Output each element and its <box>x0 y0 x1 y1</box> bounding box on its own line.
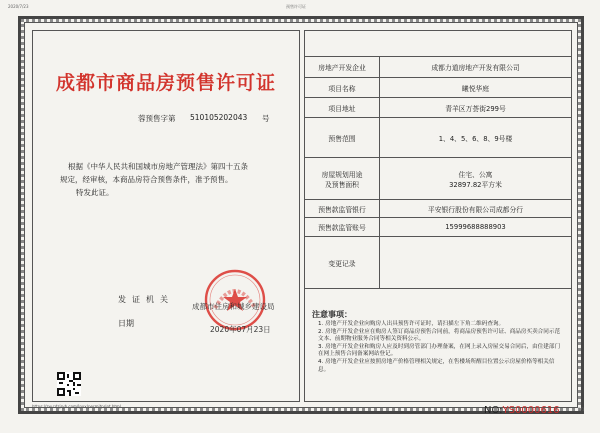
table-row <box>305 98 572 118</box>
row-value: 成都力道房地产开发有限公司 <box>380 57 572 78</box>
row-value: 平安银行股份有限公司成都分行 <box>380 200 572 218</box>
row-label: 预售款监管银行 <box>305 200 380 218</box>
list-item: 1. 房地产开发企业向购房人出具预售许可证时，请扫描左下角二维码查询。 <box>318 321 505 327</box>
row-value: 15999688888903 <box>380 218 572 237</box>
certificate-title: 成都市商品房预售许可证 <box>55 72 276 94</box>
row-value: 住宅、公寓 32897.82平方米 <box>380 158 572 200</box>
row-value <box>380 237 572 289</box>
serial-prefix: NO: <box>484 405 503 416</box>
list-item: 4. 房地产开发企业应按照房地产价格管理相关规定，在售楼场所醒目位置公示房屋价格等相关信息。 <box>318 358 555 373</box>
project-info-table <box>304 56 572 289</box>
body-line: 根据《中华人民共和国城市房地产管理法》第四十五条 <box>68 162 248 171</box>
table-row <box>305 118 572 158</box>
permit-number: 510105202043 <box>190 113 248 122</box>
row-label: 房屋规划用途 及预售面积 <box>305 158 380 200</box>
row-label: 项目地址 <box>305 98 380 118</box>
list-item: 3. 房地产开发企业和购房人应及时到房管部门办理备案，在网上录入房屋交易合同后，由住建部门在网上预售合同备案网站登记。 <box>318 343 561 358</box>
table-row <box>305 218 572 237</box>
table-row <box>305 237 572 289</box>
issuer-label: 发证机关 <box>118 295 174 304</box>
notes-list <box>318 321 564 374</box>
row-label: 预售范围 <box>305 118 380 158</box>
permit-number-suffix: 号 <box>262 114 270 123</box>
row-label: 房地产开发企业 <box>305 57 380 78</box>
body-line: 特发此证。 <box>76 188 114 197</box>
qr-code-icon[interactable] <box>57 372 81 396</box>
date-label: 日期 <box>118 319 134 328</box>
print-header-title: 预售许可证 <box>286 4 306 9</box>
serial-value: YS0000616 <box>502 405 560 416</box>
issue-date: 2020年07月23日 <box>210 325 271 334</box>
row-label: 预售款监管账号 <box>305 218 380 237</box>
issuer-name: 成都市住房和城乡建设局 <box>192 302 275 311</box>
body-line: 规定，经审核，本商品房符合预售条件，准予预售。 <box>60 175 233 184</box>
table-row <box>305 57 572 78</box>
table-row <box>305 158 572 200</box>
notes-title: 注意事项： <box>312 310 352 319</box>
list-item: 2. 房地产开发企业应在购房人签订商品房预售合同前，将商品房预售许可证、商品房买卖合同示范文本、前期物业服务合同等相关资料公示。 <box>318 328 561 343</box>
row-value: 1、4、5、6、8、9号楼 <box>380 118 572 158</box>
verification-url: https://zw.cdzjryb.com/lpxx/permitprint.html <box>32 404 121 409</box>
official-seal-icon <box>203 268 267 332</box>
serial-number <box>484 405 560 416</box>
permit-number-label: 蓉预售字第 <box>138 114 176 123</box>
row-label: 变更记录 <box>305 237 380 289</box>
certificate-body <box>60 160 288 199</box>
row-label: 项目名称 <box>305 78 380 98</box>
row-value: 青羊区万荟街299号 <box>380 98 572 118</box>
table-row <box>305 200 572 218</box>
print-date: 2020/7/23 <box>8 4 29 9</box>
page-indicator: 1/1 <box>578 407 585 412</box>
row-value: 曦悦华庭 <box>380 78 572 98</box>
table-row <box>305 78 572 98</box>
